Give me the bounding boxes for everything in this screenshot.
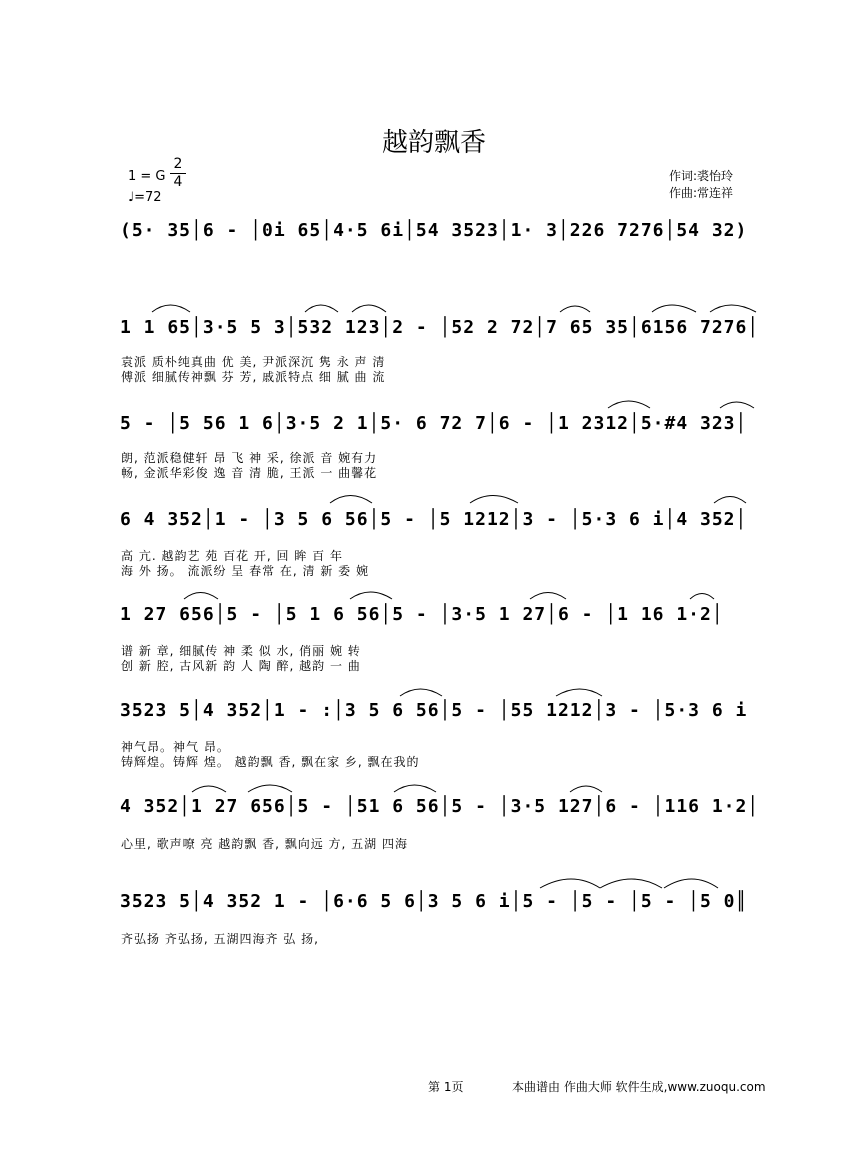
tempo-value: =72 xyxy=(134,190,162,205)
slur xyxy=(720,402,754,408)
lyric-line: 畅, 金派华彩俊 逸 音 清 脆, 王派 一 曲馨花 xyxy=(121,466,378,480)
notes-line: 3523 5│4 352│1 - :│3 5 6 56│5 - │55 1212│3 - │5·3 6 i xyxy=(120,700,748,721)
key-signature: 1 = G xyxy=(128,169,166,184)
slur xyxy=(652,305,696,312)
slur xyxy=(540,879,600,888)
lyric-line: 傅派 细腻传神飘 芬 芳, 戚派特点 细 腻 曲 流 xyxy=(121,370,386,384)
notes-line: (5· 35│6 - │0i 65│4·5 6i│54 3523│1· 3│226 7276│54 32) xyxy=(120,220,748,241)
lyric-line: 铸辉煌。铸辉 煌。 越韵飘 香, 飘在家 乡, 飘在我的 xyxy=(121,755,420,769)
slur xyxy=(710,305,756,312)
notes-line: 6 4 352│1 - │3 5 6 56│5 - │5 1212│3 - │5·3 6 i│4 352│ xyxy=(120,509,748,530)
composer-credit: 作曲:常连祥 xyxy=(669,186,734,200)
slur xyxy=(570,786,602,792)
notes-line: 4 352│1 27 656│5 - │51 6 56│5 - │3·5 127│6 - │116 1·2│ xyxy=(120,796,760,817)
slur xyxy=(394,785,436,792)
time-signature-bottom: 4 xyxy=(170,173,186,191)
lyric-line: 高 亢. 越韵艺 苑 百花 开, 回 眸 百 年 xyxy=(121,549,343,563)
slur xyxy=(470,496,518,504)
lyric-line: 创 新 腔, 古风新 韵 人 陶 醉, 越韵 一 曲 xyxy=(121,659,361,673)
notes-line: 1 1 65│3·5 5 3│532 123│2 - │52 2 72│7 65 35│6156 7276│ xyxy=(120,317,760,338)
page-title: 越韵飘香 xyxy=(381,128,486,158)
notes-line: 3523 5│4 352 1 - │6·6 5 6│3 5 6 i│5 - │5 - │5 - │5 0║ xyxy=(120,891,748,912)
notes-line: 1 27 656│5 - │5 1 6 56│5 - │3·5 1 27│6 - │1 16 1·2│ xyxy=(120,604,724,625)
slur xyxy=(305,305,338,312)
lyric-line: 心里, 歌声嘹 亮 越韵飘 香, 飘向远 方, 五湖 四海 xyxy=(121,837,408,851)
slur xyxy=(192,786,226,792)
slur xyxy=(600,879,662,888)
lyric-line: 朗, 范派稳健轩 昂 飞 神 采, 徐派 音 婉有力 xyxy=(121,451,378,465)
slur xyxy=(608,401,650,408)
slur xyxy=(248,785,292,792)
slur xyxy=(152,305,190,312)
time-signature-top: 2 xyxy=(173,156,183,172)
slur xyxy=(184,593,218,600)
lyric-line: 袁派 质朴纯真曲 优 美, 尹派深沉 隽 永 声 清 xyxy=(121,355,386,369)
slur xyxy=(556,689,602,696)
slur xyxy=(560,306,590,312)
quarter-note-icon: ♩ xyxy=(128,190,135,205)
lyricist-credit: 作词:裘怡玲 xyxy=(669,169,734,183)
software-credit: 本曲谱由 作曲大师 软件生成,www.zuoqu.com xyxy=(512,1080,766,1094)
slur xyxy=(664,879,718,888)
lyric-line: 齐弘扬 齐弘扬, 五湖四海齐 弘 扬, xyxy=(121,932,319,946)
notes-line: 5 - │5 56 1 6│3·5 2 1│5· 6 72 7│6 - │1 2312│5·#4 323│ xyxy=(120,413,748,434)
slur xyxy=(352,305,386,312)
slur xyxy=(530,593,566,600)
lyric-line: 谱 新 章, 细腻传 神 柔 似 水, 俏丽 婉 转 xyxy=(121,644,361,658)
slur xyxy=(690,594,714,600)
page-number: 第 1页 xyxy=(428,1080,464,1094)
slur xyxy=(330,496,372,504)
lyric-line: 神气昂。神气 昂。 xyxy=(121,740,230,754)
lyric-line: 海 外 扬。 流派纷 呈 春常 在, 清 新 委 婉 xyxy=(121,564,369,578)
slur xyxy=(714,497,746,504)
slur xyxy=(400,689,442,696)
slur xyxy=(350,592,392,599)
